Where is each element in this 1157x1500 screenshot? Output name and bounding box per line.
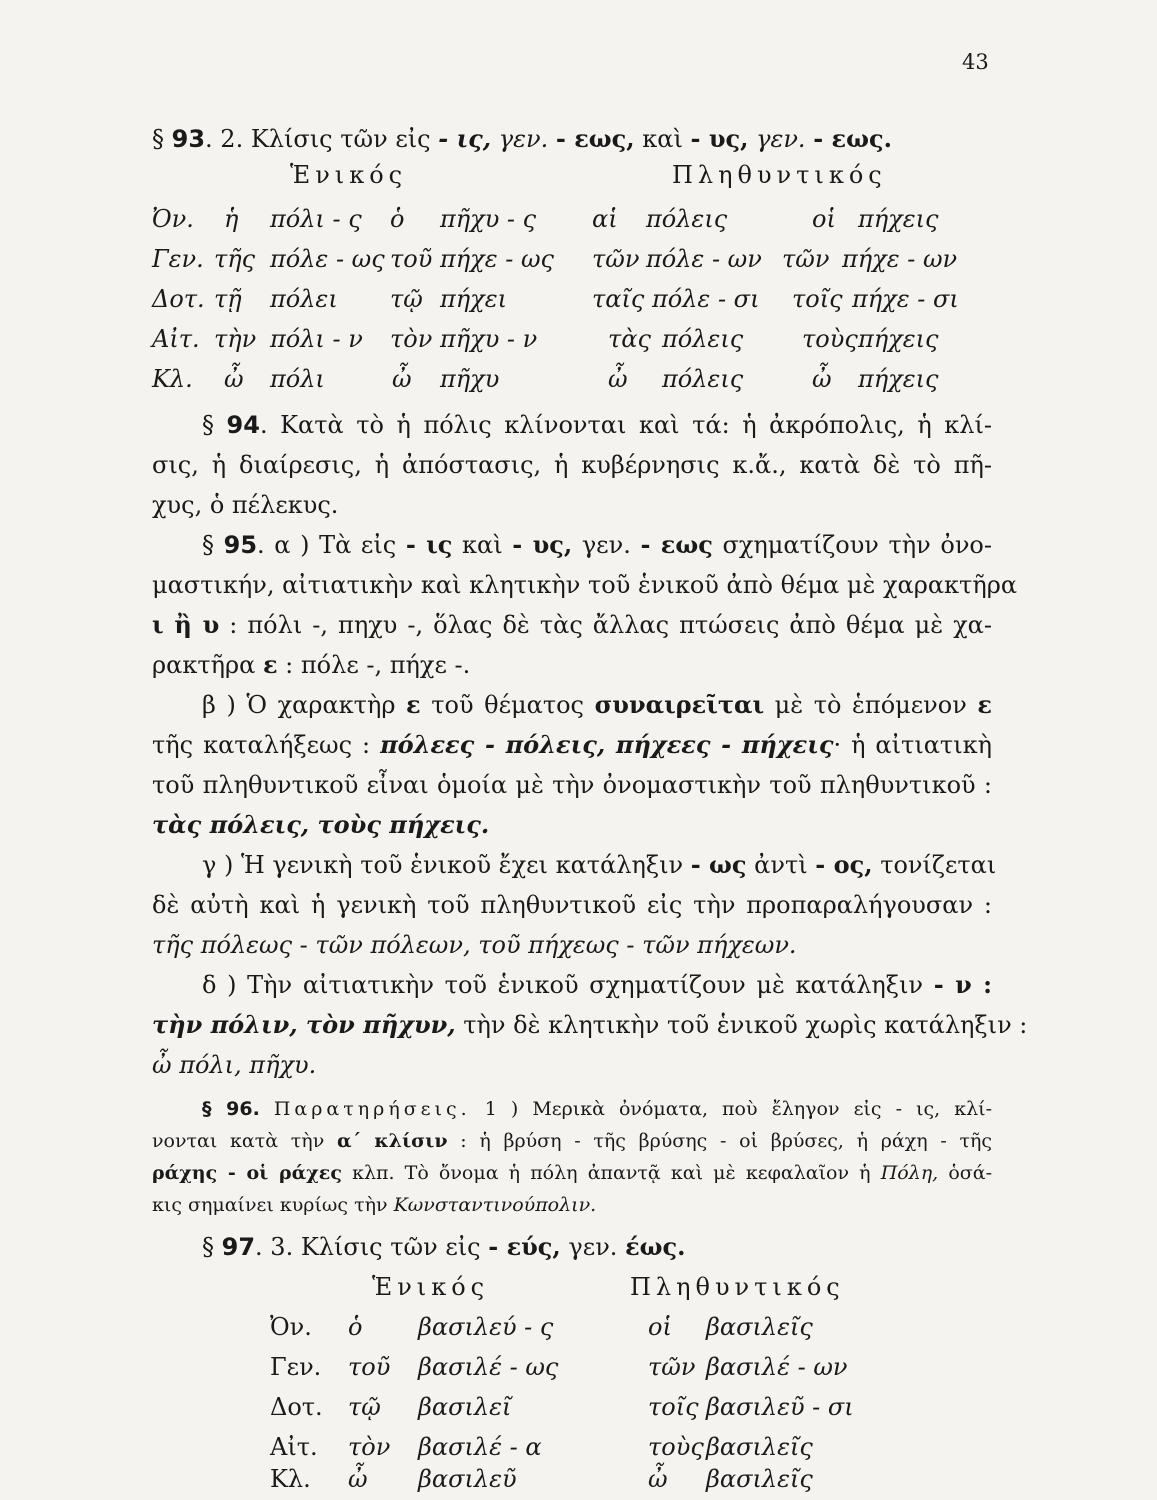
section-95-delta-line-3: ὦ πόλι, πῆχυ. <box>152 1051 317 1079</box>
section-94-line-3: χυς, ὁ πέλεκυς. <box>152 491 339 519</box>
section-95-line-3: ι ἢ υ : πόλι -, πηχυ -, ὅλας δὲ τὰς ἄλλας πτώσεις ἀπὸ θέμα μὲ χα- <box>152 610 992 639</box>
section-95-line-1: § 95. α ) Τὰ εἰς - ις καὶ - υς, γεν. - εως σχηματίζουν τὴν ὀνο- <box>202 530 992 559</box>
section-95-beta-line-4: τὰς πόλεις, τοὺς πήχεις. <box>152 810 490 839</box>
section-95-gamma-line-3: τῆς πόλεως - τῶν πόλεων, τοῦ πήχεως - τῶν πήχεων. <box>152 931 797 959</box>
table-97-plural-header: Πληθυντικός <box>630 1273 845 1301</box>
section-96-line-3: ράχης - οἱ ράχες κλπ. Τὸ ὄνομα ἡ πόλη ἀπαντᾷ καὶ μὲ κεφαλαῖον ἡ Πόλη, ὁσά- <box>152 1162 993 1184</box>
section-93-heading: § 93. 2. Κλίσις τῶν εἰς - ις, γεν. - εως, καὶ - υς, γεν. - εως. <box>152 124 892 153</box>
page-number: 43 <box>962 50 989 74</box>
section-95-gamma-line-2: δὲ αὐτὴ καὶ ἡ γενικὴ τοῦ πληθυντικοῦ εἰς τὴν προπαραλήγουσαν : <box>152 891 992 919</box>
table-97-singular-header: Ἑνικός <box>372 1273 490 1301</box>
table-93-plural-header: Πληθυντικός <box>672 161 887 189</box>
section-96-line-1: § 96. Παρατηρήσεις. 1 ) Μερικὰ ὀνόματα, ποὺ ἔληγον εἰς - ις, κλί- <box>202 1098 993 1120</box>
section-96-line-2: νονται κατὰ τὴν α΄ κλίσιν : ἡ βρύση - τῆς βρύσης - οἱ βρύσες, ἡ ράχη - τῆς <box>152 1130 993 1152</box>
table-93-singular-header: Ἑνικός <box>290 161 408 189</box>
section-95-gamma-line-1: γ ) Ἡ γενικὴ τοῦ ἑνικοῦ ἔχει κατάληξιν - ως ἀντὶ - ος, τονίζεται <box>202 850 997 879</box>
section-95-delta-line-1: δ ) Τὴν αἰτιατικὴν τοῦ ἑνικοῦ σχηματίζουν μὲ κατάληξιν - ν : <box>202 970 992 999</box>
section-94-line-2: σις, ἡ διαίρεσις, ἡ ἀπόστασις, ἡ κυβέρνησις κ.ἄ., κατὰ δὲ τὸ πῆ- <box>152 451 992 479</box>
section-95-beta-line-1: β ) Ὁ χαρακτὴρ ε τοῦ θέματος συναιρεῖται μὲ τὸ ἑπόμενον ε <box>202 690 992 719</box>
section-96-line-4: κις σημαίνει κυρίως τὴν Κωνσταντινούπολιν. <box>152 1194 597 1216</box>
section-95-line-2: μαστικήν, αἰτιατικὴν καὶ κλητικὴν τοῦ ἑνικοῦ ἀπὸ θέμα μὲ χαρακτῆρα <box>152 571 1018 599</box>
section-95-delta-line-2: τὴν πόλιν, τὸν πῆχυν, τὴν δὲ κλητικὴν τοῦ ἑνικοῦ χωρὶς κατάληξιν : <box>152 1010 1028 1039</box>
section-94-line-1: § 94. Κατὰ τὸ ἡ πόλις κλίνονται καὶ τά: ἡ ἀκρόπολις, ἡ κλί- <box>202 411 992 439</box>
section-95-beta-line-2: τῆς καταλήξεως : πόλεες - πόλεις, πήχεες - πήχεις· ἡ αἰτιατικὴ <box>152 730 992 759</box>
section-97-heading: § 97. 3. Κλίσις τῶν εἰς - εύς, γεν. έως. <box>202 1232 686 1261</box>
section-95-line-4: ρακτῆρα ε : πόλε -, πήχε -. <box>152 650 471 679</box>
section-93-number: 93 <box>171 125 206 153</box>
section-95-beta-line-3: τοῦ πληθυντικοῦ εἶναι ὁμοία μὲ τὴν ὀνομαστικὴν τοῦ πληθυντικοῦ : <box>152 771 992 799</box>
book-page: 43 § 93. 2. Κλίσις τῶν εἰς - ις, γεν. - εως, καὶ - υς, γεν. - εως. Ἑνικός Πληθυντικός Ὀν. ἡ πόλι - ς ὁ πῆχυ - ς αἱ πόλεις οἱ πήχεις Γεν. τῆς πόλε - ως τοῦ πήχε - ως τῶν πόλε - ων τῶν πήχε - ων Δοτ. τῇ πόλει τῷ πήχει ταῖς πόλε - σι τοῖς πήχε - σι Αἰτ. τὴν πόλι - ν τὸν πῆχυ - ν τὰς πόλεις τοὺς πήχεις Κλ. ὦ πόλι ὦ πῆχυ ὦ πόλεις ὦ πήχεις § 94. Κατὰ τὸ ἡ πόλις κλίνονται καὶ τά: ἡ ἀκρόπολις, ἡ κλί- σις, ἡ διαίρεσις, ἡ ἀπόστασις, ἡ κυβέρνησις κ.ἄ., κατὰ δὲ τὸ πῆ- χυς, ὁ πέλεκυς. § 95. α ) Τὰ εἰς - ις καὶ - υς, γεν. - εως σχηματίζουν τὴν ὀνο- μαστικήν, αἰτιατικὴν καὶ κλητικὴν τοῦ ἑνικοῦ ἀπὸ θέμα μὲ χαρακτῆρα ι ἢ υ : πόλι -, πηχυ -, ὅλας δὲ τὰς ἄλλας πτώσεις ἀπὸ θέμα μὲ χα- ρακτῆρα ε : πόλε -, πήχε -. β ) Ὁ χαρακτὴρ ε τοῦ θέματος συναιρεῖται μὲ τὸ ἑπόμενον ε τῆς καταλήξεως : πόλεες - πόλεις, πήχεες - πήχεις· ἡ αἰτιατικὴ τοῦ πληθυντικοῦ εἶναι ὁμοία μὲ τὴν ὀνομαστικὴν τοῦ πληθυντικοῦ : τὰς πόλεις, τοὺς πήχεις. γ ) Ἡ γενικὴ τοῦ ἑνικοῦ ἔχει κατάληξιν - ως ἀντὶ - ος, τονίζεται δὲ αὐτὴ καὶ ἡ γενικὴ τοῦ πληθυντικοῦ εἰς τὴν προπαραλήγουσαν : τῆς πόλεως - τῶν πόλεων, τοῦ πήχεως - τῶν πήχεων. δ ) Τὴν αἰτιατικὴν τοῦ ἑνικοῦ σχηματίζουν μὲ κατάληξιν - ν : τὴν πόλιν, τὸν πῆχυν, τὴν δὲ κλητικὴν τοῦ ἑνικοῦ χωρὶς κατάληξιν : ὦ πόλι, πῆχυ. § 96. Παρατηρήσεις. 1 ) Μερικὰ ὀνόματα, ποὺ ἔληγον εἰς - ις, κλί- νονται κατὰ τὴν α΄ κλίσιν : ἡ βρύση - τῆς βρύσης - οἱ βρύσες, ἡ ράχη - τῆς ράχης - οἱ ράχες κλπ. Τὸ ὄνομα ἡ πόλη ἀπαντᾷ καὶ μὲ κεφαλαῖον ἡ Πόλη, ὁσά- κις σημαίνει κυρίως τὴν Κωνσταντινούπολιν. § 97. 3. Κλίσις τῶν εἰς - εύς, γεν. έως. Ἑνικός Πληθυντικός Ὀν. ὁ βασιλεύ - ς οἱ βασιλεῖς Γεν. τοῦ βασιλέ - ως τῶν βασιλέ - ων Δοτ. τῷ βασιλεῖ τοῖς βασιλεῦ - σι Αἰτ. τὸν βασιλέ - α τοὺς βασιλεῖς Κλ. ὦ βασιλεῦ ὦ βασιλεῖς <box>152 50 1028 1493</box>
